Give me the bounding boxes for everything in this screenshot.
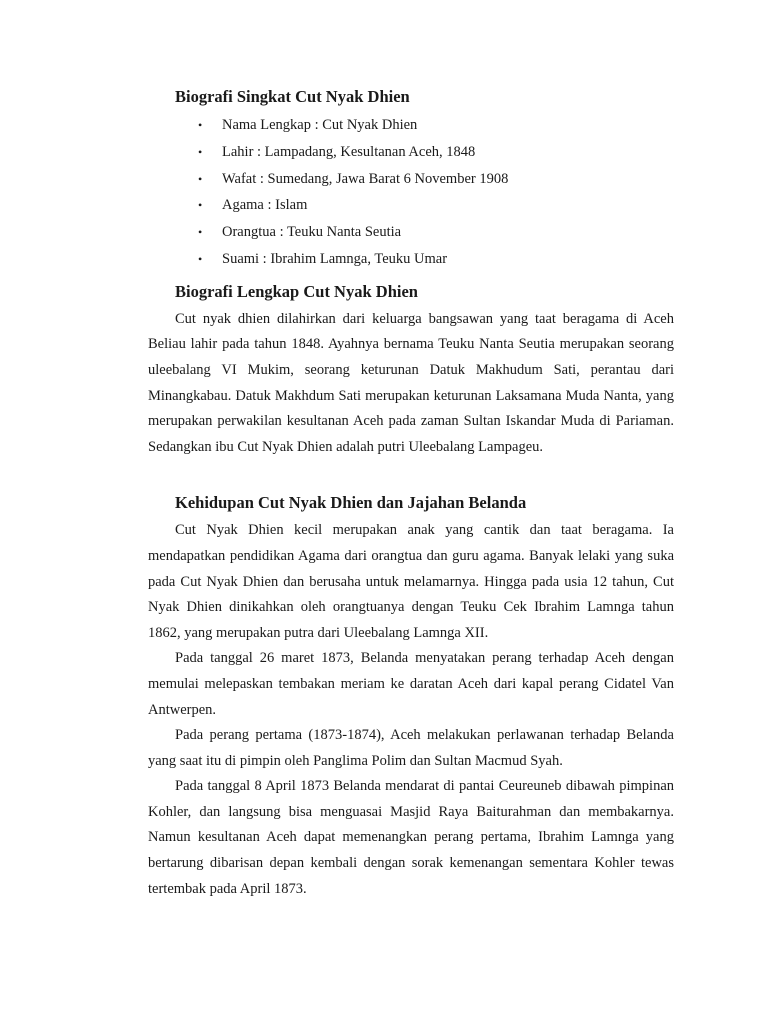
paragraph: Pada tanggal 26 maret 1873, Belanda menyatakan perang terhadap Aceh dengan memulai melepaskan tembakan meriam ke daratan Aceh dari kapal perang Cidatel Van Antwerpen. [148, 650, 674, 718]
heading-biografi-singkat: Biografi Singkat Cut Nyak Dhien [175, 87, 410, 106]
section-spacer [148, 460, 674, 486]
summary-list [148, 112, 674, 273]
heading-biografi-lengkap: Biografi Lengkap Cut Nyak Dhien [175, 281, 418, 301]
document-content [148, 82, 674, 902]
list-item [148, 166, 674, 193]
list-item [148, 112, 674, 139]
paragraph: Pada tanggal 8 April 1873 Belanda mendarat di pantai Ceureuneb dibawah pimpinan Kohler, dan langsung bisa menguasai Masjid Raya Baiturahman dan membakarnya. Namun kesultanan Aceh dapat memenangkan perang pertama, Ibrahim Lamnga yang bertarung dibarisan depan kembali dengan sorak kemenangan sementara Kohler tewas tertembak pada April 1873. [148, 778, 674, 897]
bullet-icon: • [198, 251, 203, 266]
list-item [148, 139, 674, 166]
paragraph: Cut Nyak Dhien kecil merupakan anak yang cantik dan taat beragama. Ia mendapatkan pendidikan Agama dari orangtua dan guru agama. Banyak lelaki yang suka pada Cut Nyak Dhien dan berusaha untuk melamarnya. Hingga pada usia 12 tahun, Cut Nyak Dhien dinikahkan oleh orangtuanya dengan Teuku Cek Ibrahim Lamnga tahun 1862, yang merupakan putra dari Uleebalang Lamnga XII. [148, 522, 674, 641]
list-item-text: Agama : Islam [222, 197, 308, 214]
paragraph: Pada perang pertama (1873-1874), Aceh melakukan perlawanan terhadap Belanda yang saat itu di pimpin oleh Panglima Polim dan Sultan Macmud Syah. [148, 727, 674, 769]
list-item-text: Lahir : Lampadang, Kesultanan Aceh, 1848 [222, 143, 476, 160]
paragraph: Cut nyak dhien dilahirkan dari keluarga bangsawan yang taat beragama di Aceh Beliau lahir pada tahun 1848. Ayahnya bernama Teuku Nanta Seutia merupakan seorang uleebalang VI Mukim, seorang keturunan Datuk Makhudum Sati, perantau dari Minangkabau. Datuk Makhdum Sati merupakan keturunan Laksamana Muda Nanta, yang merupakan perwakilan kesultanan Aceh pada zaman Sultan Iskandar Muda di Pariaman. Sedangkan ibu Cut Nyak Dhien adalah putri Uleebalang Lampageu. [148, 310, 674, 455]
bullet-icon: • [198, 171, 203, 186]
bullet-icon: • [198, 198, 203, 213]
list-item-text: Orangtua : Teuku Nanta Seutia [222, 224, 402, 241]
heading-kehidupan: Kehidupan Cut Nyak Dhien dan Jajahan Belanda [175, 493, 527, 513]
list-item-text: Nama Lengkap : Cut Nyak Dhien [222, 117, 418, 133]
list-item [148, 192, 674, 219]
bullet-icon: • [198, 225, 203, 240]
list-item-text: Suami : Ibrahim Lamnga, Teuku Umar [222, 250, 448, 267]
list-item [148, 219, 674, 246]
list-item-text: Wafat : Sumedang, Jawa Barat 6 November 1908 [222, 170, 509, 187]
bullet-icon: • [198, 118, 203, 132]
list-item [148, 246, 674, 273]
bullet-icon: • [198, 144, 203, 159]
